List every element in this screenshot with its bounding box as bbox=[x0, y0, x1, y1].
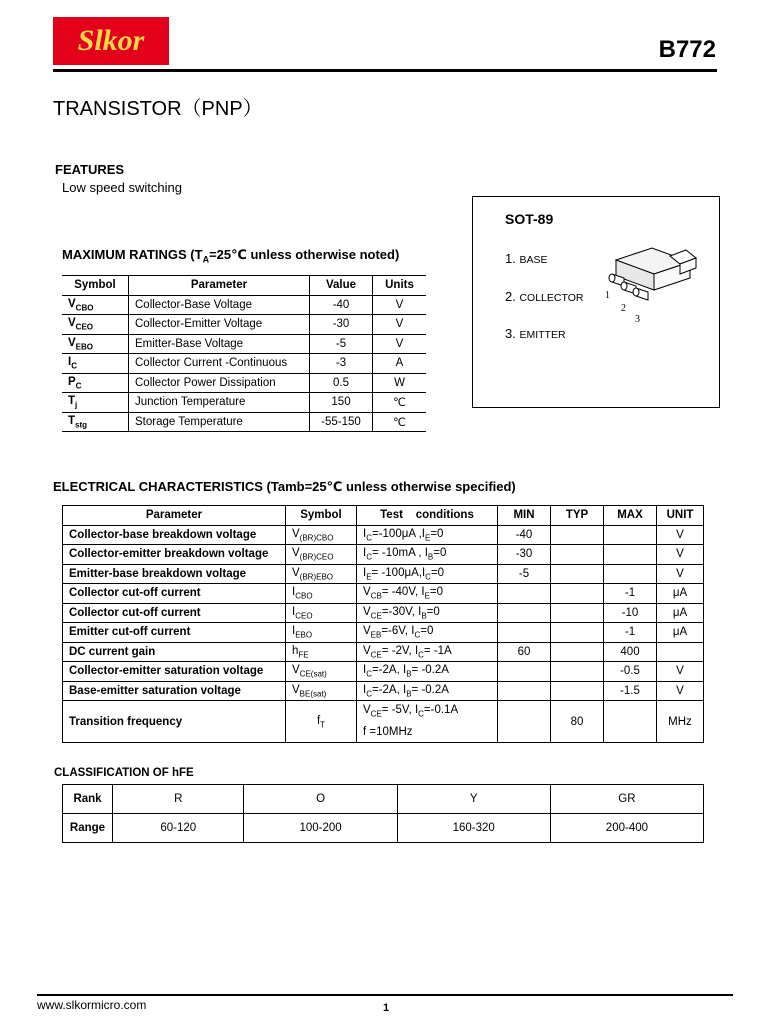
subscript: C bbox=[418, 709, 424, 719]
min-cell bbox=[498, 584, 551, 604]
parameter-cell: Collector cut-off current bbox=[63, 603, 286, 623]
column-header: Value bbox=[310, 276, 373, 296]
unit-cell: V bbox=[373, 334, 427, 354]
parameter-cell: DC current gain bbox=[63, 642, 286, 662]
subscript: (BR)EBO bbox=[299, 571, 334, 581]
max-cell: -1.5 bbox=[604, 681, 657, 701]
min-cell: 60 bbox=[498, 642, 551, 662]
subscript: (BR)CBO bbox=[299, 532, 334, 542]
pin-1 bbox=[505, 251, 547, 266]
typ-cell: 80 bbox=[551, 701, 604, 743]
column-header: UNIT bbox=[657, 506, 704, 526]
typ-cell bbox=[551, 642, 604, 662]
parameter-cell: Emitter-base breakdown voltage bbox=[63, 564, 286, 584]
rank-row bbox=[63, 785, 704, 814]
pin-label: BASE bbox=[519, 254, 548, 266]
logo-text: Slkor bbox=[77, 24, 145, 57]
page-title: TRANSISTOR（PNP） bbox=[53, 98, 263, 120]
max-cell bbox=[604, 564, 657, 584]
unit-cell: MHz bbox=[657, 701, 704, 743]
subscript: C bbox=[366, 552, 372, 562]
subscript: E bbox=[366, 571, 372, 581]
unit-cell: V bbox=[657, 662, 704, 682]
max-ratings-heading bbox=[62, 247, 399, 265]
symbol-cell: $I_{EBO}$ bbox=[286, 623, 357, 643]
features-heading: FEATURES bbox=[55, 162, 125, 177]
pin-number: 3. bbox=[505, 326, 516, 341]
typ-cell bbox=[551, 662, 604, 682]
typ-cell bbox=[551, 584, 604, 604]
test-condition-cell: $V_{CE}= -5V$, $I_C=-0.1A$ f =10MHz bbox=[357, 701, 498, 743]
min-cell: -5 bbox=[498, 564, 551, 584]
subscript: EB bbox=[370, 630, 382, 640]
symbol-cell: $T_{stg}$ bbox=[62, 412, 129, 432]
unit-cell: μA bbox=[657, 623, 704, 643]
value-cell: -5 bbox=[310, 334, 373, 354]
value-cell: 150 bbox=[310, 393, 373, 413]
table-row bbox=[63, 603, 704, 623]
subscript: (BR)CEO bbox=[299, 552, 334, 562]
typ-cell bbox=[551, 681, 604, 701]
subscript: EBO bbox=[295, 630, 313, 640]
unit-cell: V bbox=[657, 681, 704, 701]
test-condition-cell: $V_{CE}=-30V$, $I_B=0$ bbox=[357, 603, 498, 623]
column-header: Parameter bbox=[63, 506, 286, 526]
pin-number: 1. bbox=[505, 251, 516, 266]
max-cell bbox=[604, 525, 657, 545]
heading-text: MAXIMUM RATINGS (T bbox=[62, 247, 203, 262]
column-header: Symbol bbox=[286, 506, 357, 526]
rank-cell: R bbox=[113, 785, 244, 814]
typ-cell bbox=[551, 564, 604, 584]
column-header: TYP bbox=[551, 506, 604, 526]
value-cell: -3 bbox=[310, 354, 373, 374]
electrical-heading: ELECTRICAL CHARACTERISTICS (Tamb=25℃ unless otherwise specified) bbox=[53, 479, 516, 494]
symbol-cell: $f_T$ bbox=[286, 701, 357, 743]
max-cell: -10 bbox=[604, 603, 657, 623]
rank-cell: O bbox=[244, 785, 397, 814]
max-ratings-table bbox=[62, 275, 426, 432]
table-header-row bbox=[62, 276, 426, 296]
max-cell bbox=[604, 701, 657, 743]
symbol-cell: $I_{CEO}$ bbox=[286, 603, 357, 623]
subscript: CE bbox=[370, 709, 382, 719]
value-cell: -40 bbox=[310, 295, 373, 315]
unit-cell: W bbox=[373, 373, 427, 393]
min-cell bbox=[498, 623, 551, 643]
subscript: T bbox=[320, 719, 326, 729]
subscript: C bbox=[425, 571, 431, 581]
subscript: CE bbox=[370, 610, 382, 620]
sot89-package-drawing bbox=[596, 240, 700, 326]
test-condition-cell: $V_{CB}= -40V$, $I_E=0$ bbox=[357, 584, 498, 604]
parameter-cell: Emitter-Base Voltage bbox=[129, 334, 310, 354]
column-header: MAX bbox=[604, 506, 657, 526]
table-row bbox=[62, 412, 426, 432]
subscript: CB bbox=[370, 591, 382, 601]
range-cell: 100-200 bbox=[244, 814, 397, 843]
subscript: B bbox=[406, 669, 412, 679]
subscript: FE bbox=[298, 649, 309, 659]
unit-cell: μA bbox=[657, 584, 704, 604]
table-row bbox=[63, 623, 704, 643]
parameter-cell: Emitter cut-off current bbox=[63, 623, 286, 643]
subscript: B bbox=[406, 688, 412, 698]
subscript: E bbox=[424, 591, 430, 601]
header-rule bbox=[53, 69, 717, 72]
symbol-cell: $I_C$ bbox=[62, 354, 129, 374]
subscript: E bbox=[424, 532, 431, 542]
table-row bbox=[63, 662, 704, 682]
column-header: Test conditions bbox=[357, 506, 498, 526]
rank-label: Rank bbox=[63, 785, 113, 814]
table-row bbox=[63, 525, 704, 545]
column-header: Symbol bbox=[62, 276, 129, 296]
page-number: 1 bbox=[383, 1002, 390, 1014]
value-cell: -30 bbox=[310, 315, 373, 335]
parameter-cell: Base-emitter saturation voltage bbox=[63, 681, 286, 701]
parameter-cell: Collector-Emitter Voltage bbox=[129, 315, 310, 335]
pin-number: 2. bbox=[505, 289, 516, 304]
company-logo bbox=[53, 17, 169, 65]
subscript: C bbox=[366, 532, 372, 542]
subscript: C bbox=[418, 649, 424, 659]
parameter-cell: Collector cut-off current bbox=[63, 584, 286, 604]
symbol-cell: $P_C$ bbox=[62, 373, 129, 393]
test-condition-cell: $V_{EB}=-6V$, $I_C=0$ bbox=[357, 623, 498, 643]
max-cell: -1 bbox=[604, 623, 657, 643]
unit-cell: A bbox=[373, 354, 427, 374]
test-condition-cell: $V_{CE}= -2V$, $I_C= -1A$ bbox=[357, 642, 498, 662]
subscript: B bbox=[421, 610, 427, 620]
table-row bbox=[63, 584, 704, 604]
unit-cell: V bbox=[657, 525, 704, 545]
table-row bbox=[62, 295, 426, 315]
table-row bbox=[62, 334, 426, 354]
parameter-cell: Collector-emitter breakdown voltage bbox=[63, 545, 286, 565]
table-row bbox=[63, 701, 704, 743]
max-cell: -1 bbox=[604, 584, 657, 604]
value-cell: 0.5 bbox=[310, 373, 373, 393]
parameter-cell: Collector-Base Voltage bbox=[129, 295, 310, 315]
symbol-cell: $T_j$ bbox=[62, 393, 129, 413]
symbol-cell: $h_{FE}$ bbox=[286, 642, 357, 662]
min-cell bbox=[498, 603, 551, 623]
table-row bbox=[63, 681, 704, 701]
min-cell bbox=[498, 701, 551, 743]
min-cell bbox=[498, 681, 551, 701]
parameter-cell: Transition frequency bbox=[63, 701, 286, 743]
pin-3 bbox=[505, 326, 566, 341]
typ-cell bbox=[551, 525, 604, 545]
range-cell: 200-400 bbox=[550, 814, 703, 843]
test-condition-cell: $I_C=-2A$, $I_B= -0.2A$ bbox=[357, 681, 498, 701]
classification-table bbox=[62, 784, 704, 843]
heading-text: =25℃ unless otherwise noted) bbox=[209, 247, 400, 262]
test-condition-cell: $I_C= -10mA$ , $I_B=0$ bbox=[357, 545, 498, 565]
table-row bbox=[63, 564, 704, 584]
table-row bbox=[63, 545, 704, 565]
symbol-cell: $V_{CBO}$ bbox=[62, 295, 129, 315]
footer-rule bbox=[37, 994, 733, 996]
symbol-cell: $V_{CE(sat)}$ bbox=[286, 662, 357, 682]
range-row bbox=[63, 814, 704, 843]
parameter-cell: Collector-emitter saturation voltage bbox=[63, 662, 286, 682]
unit-cell: ℃ bbox=[373, 393, 427, 413]
min-cell: -40 bbox=[498, 525, 551, 545]
table-row bbox=[62, 393, 426, 413]
table-row bbox=[62, 373, 426, 393]
parameter-cell: Collector Power Dissipation bbox=[129, 373, 310, 393]
subscript: CBO bbox=[295, 591, 313, 601]
pin-label: EMITTER bbox=[519, 329, 566, 341]
rank-cell: GR bbox=[550, 785, 703, 814]
parameter-cell: Junction Temperature bbox=[129, 393, 310, 413]
range-cell: 160-320 bbox=[397, 814, 550, 843]
typ-cell bbox=[551, 623, 604, 643]
symbol-cell: $V_{CEO}$ bbox=[62, 315, 129, 335]
symbol-cell: $V_{EBO}$ bbox=[62, 334, 129, 354]
symbol-cell: $V_{(BR)CEO}$ bbox=[286, 545, 357, 565]
feature-item: Low speed switching bbox=[62, 180, 182, 195]
column-header: Units bbox=[373, 276, 427, 296]
subscript: CE(sat) bbox=[299, 669, 327, 679]
symbol-cell: $V_{(BR)CBO}$ bbox=[286, 525, 357, 545]
test-condition-cell: $I_C=-2A$, $I_B= -0.2A$ bbox=[357, 662, 498, 682]
test-condition-cell: $I_C=-100\mu A$ $,I_E=0$ bbox=[357, 525, 498, 545]
pin-label: COLLECTOR bbox=[519, 292, 584, 304]
subscript: C bbox=[414, 630, 421, 640]
min-cell: -30 bbox=[498, 545, 551, 565]
max-cell: 400 bbox=[604, 642, 657, 662]
parameter-cell: Collector-base breakdown voltage bbox=[63, 525, 286, 545]
table-row bbox=[62, 354, 426, 374]
typ-cell bbox=[551, 545, 604, 565]
symbol-cell: $V_{(BR)EBO}$ bbox=[286, 564, 357, 584]
parameter-cell: Collector Current -Continuous bbox=[129, 354, 310, 374]
subscript: CE bbox=[370, 649, 382, 659]
range-label: Range bbox=[63, 814, 113, 843]
unit-cell: V bbox=[657, 564, 704, 584]
pin-marker-2: 2 bbox=[621, 303, 626, 314]
typ-cell bbox=[551, 603, 604, 623]
min-cell bbox=[498, 662, 551, 682]
subscript: BE(sat) bbox=[299, 688, 327, 698]
subscript: C bbox=[366, 669, 372, 679]
column-header: MIN bbox=[498, 506, 551, 526]
electrical-table bbox=[62, 505, 704, 743]
part-number: B772 bbox=[658, 36, 716, 63]
unit-cell: V bbox=[373, 295, 427, 315]
max-cell bbox=[604, 545, 657, 565]
test-condition-cell: $I_E= -100\mu A,I_C=0$ bbox=[357, 564, 498, 584]
value-cell: -55-150 bbox=[310, 412, 373, 432]
table-row bbox=[63, 642, 704, 662]
table-header-row bbox=[63, 506, 704, 526]
subscript: CEO bbox=[295, 610, 313, 620]
pin-marker-1: 1 bbox=[605, 290, 610, 301]
website-link[interactable]: www.slkormicro.com bbox=[37, 998, 147, 1012]
heading-sub: A bbox=[202, 254, 210, 265]
column-header: Parameter bbox=[129, 276, 310, 296]
parameter-cell: Storage Temperature bbox=[129, 412, 310, 432]
unit-cell: V bbox=[373, 315, 427, 335]
subscript: C bbox=[366, 688, 372, 698]
subscript: B bbox=[427, 552, 434, 562]
unit-cell: V bbox=[657, 545, 704, 565]
classification-heading: CLASSIFICATION OF hFE bbox=[54, 767, 194, 779]
pin-marker-3: 3 bbox=[635, 314, 640, 325]
unit-cell bbox=[657, 642, 704, 662]
pin-2 bbox=[505, 289, 583, 304]
max-cell: -0.5 bbox=[604, 662, 657, 682]
package-name: SOT-89 bbox=[505, 211, 554, 227]
unit-cell: μA bbox=[657, 603, 704, 623]
range-cell: 60-120 bbox=[113, 814, 244, 843]
table-row bbox=[62, 315, 426, 335]
unit-cell: ℃ bbox=[373, 412, 427, 432]
symbol-cell: $V_{BE(sat)}$ bbox=[286, 681, 357, 701]
symbol-cell: $I_{CBO}$ bbox=[286, 584, 357, 604]
rank-cell: Y bbox=[397, 785, 550, 814]
